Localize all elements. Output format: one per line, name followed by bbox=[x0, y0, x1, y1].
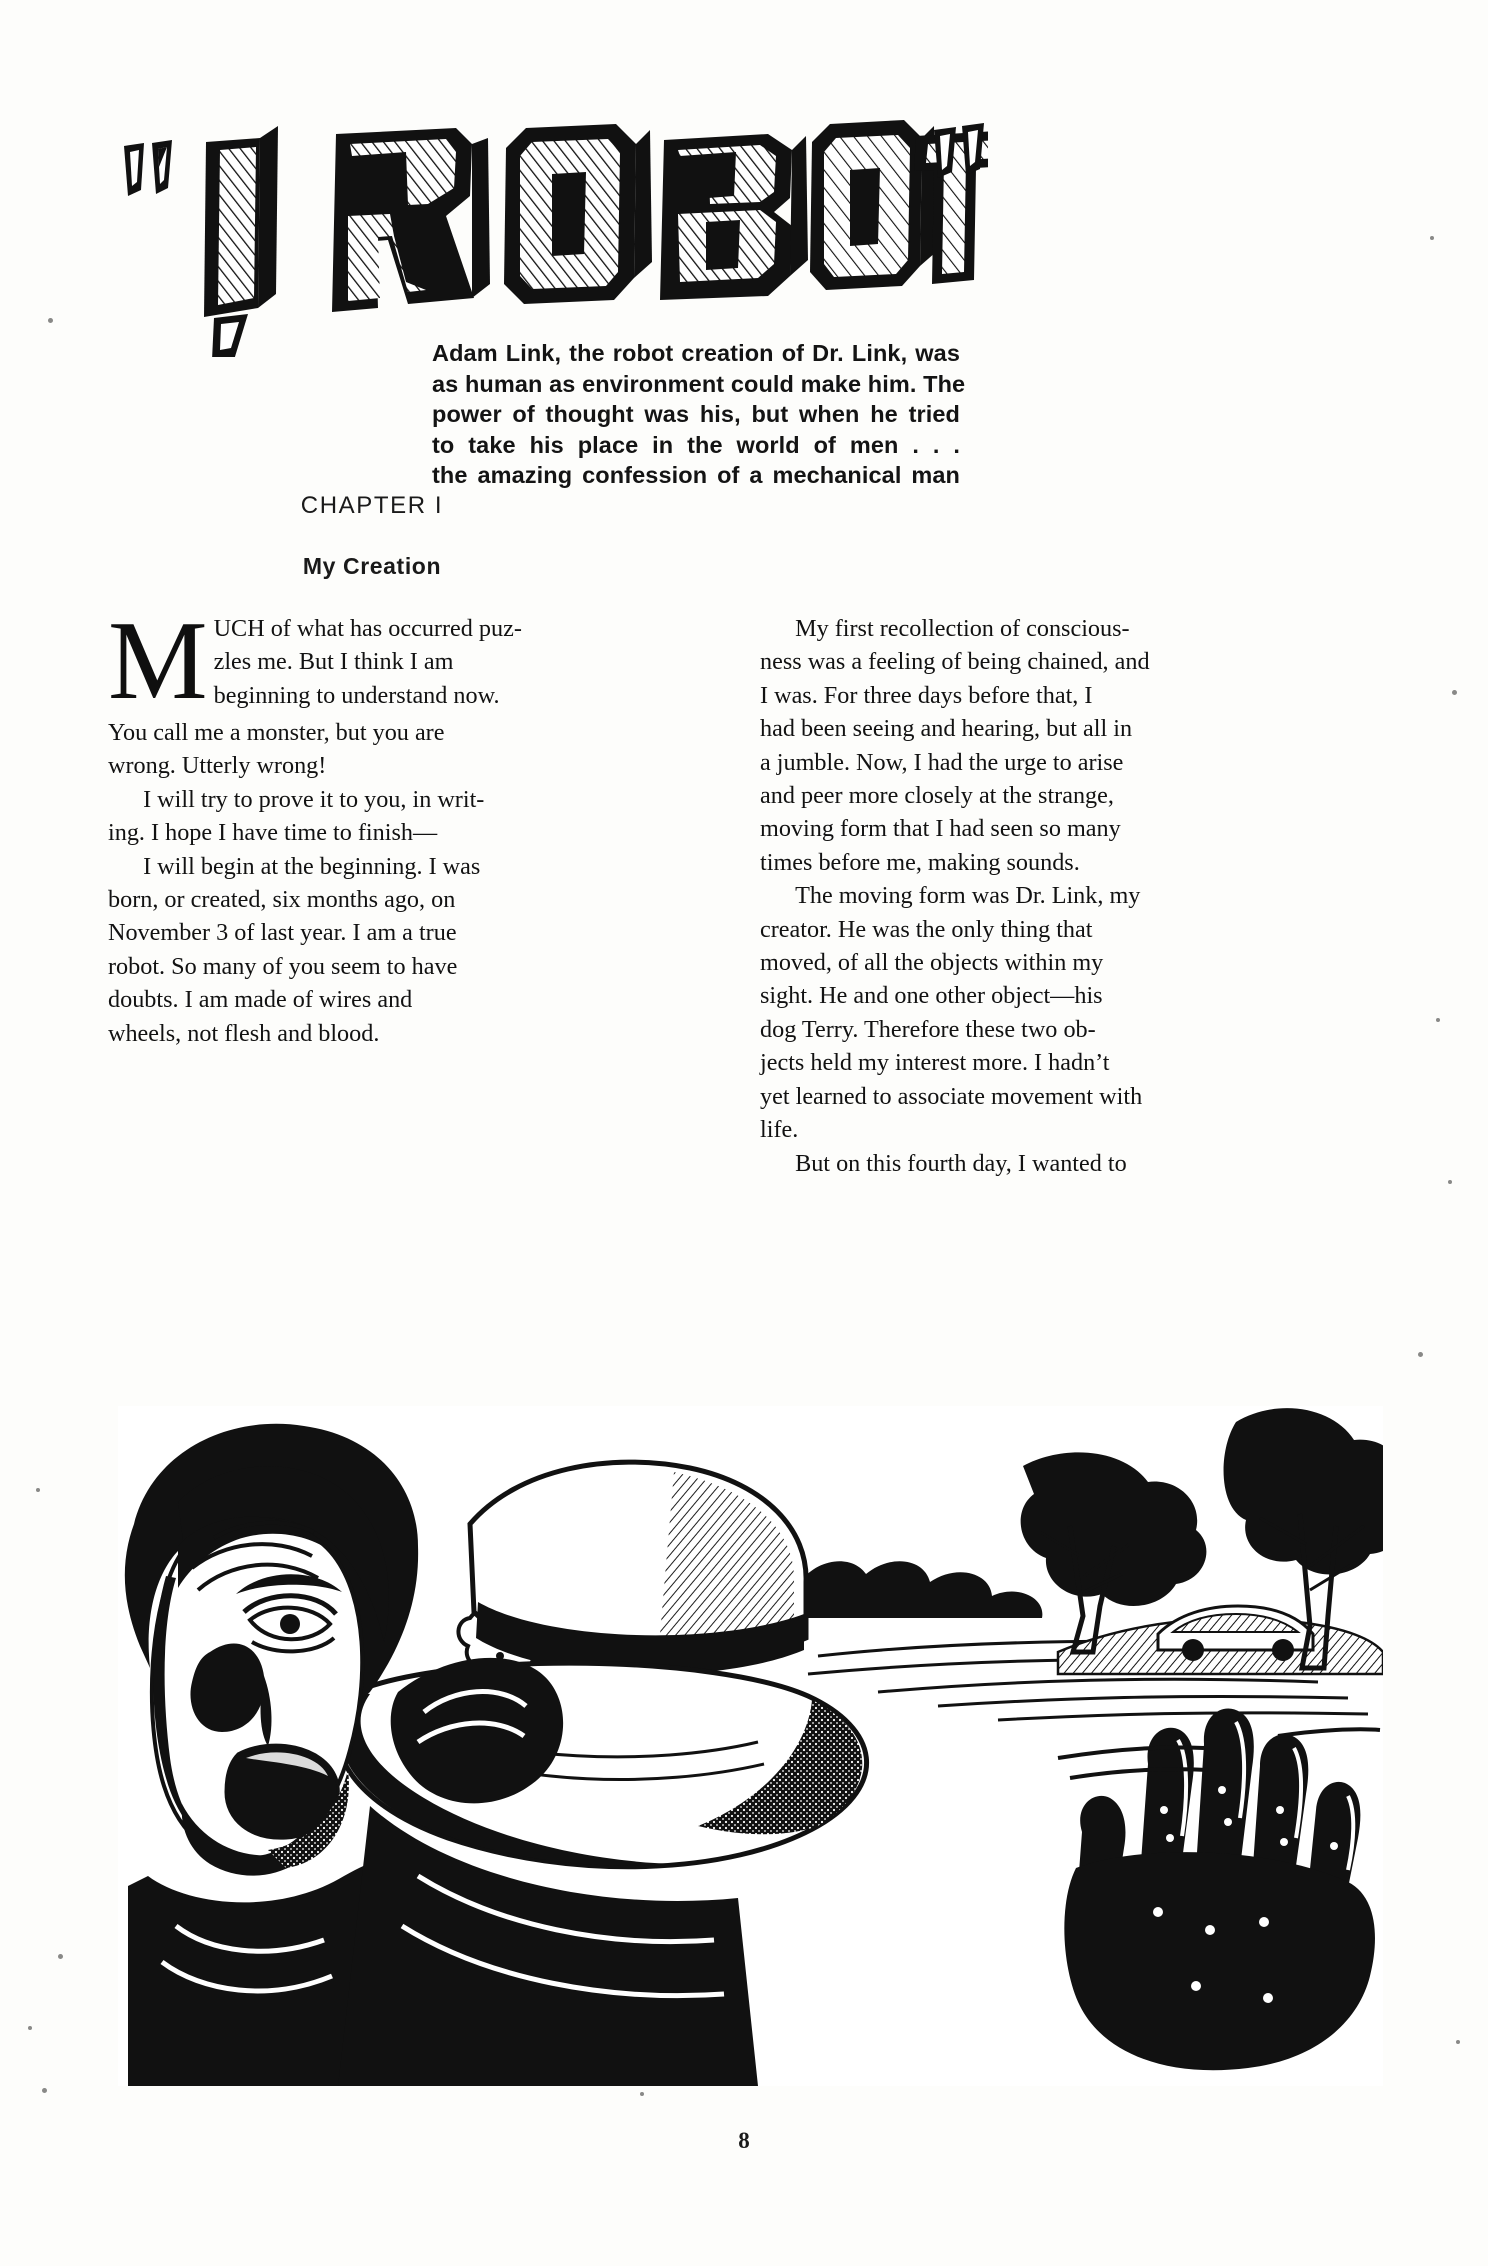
text-line: I will begin at the beginning. I was bbox=[143, 852, 481, 880]
title-open-quote-icon bbox=[124, 140, 172, 196]
text-line: You call me a monster, but you are bbox=[108, 719, 445, 746]
title-comma bbox=[212, 314, 248, 357]
paper-speck bbox=[42, 2088, 47, 2093]
blurb-line: as human as environment could make him. The bbox=[432, 370, 966, 397]
text-line: life. bbox=[760, 1116, 799, 1144]
text-line: dog Terry. Therefore these two ob- bbox=[760, 1015, 1096, 1043]
title-letter-R bbox=[332, 128, 490, 312]
story-title bbox=[108, 112, 988, 357]
text-line: My first recollection of conscious- bbox=[795, 615, 1130, 642]
page-number: 8 bbox=[738, 2128, 750, 2153]
text-line: born, or created, six months ago, on bbox=[108, 886, 456, 914]
paper-speck bbox=[1456, 2040, 1460, 2044]
blurb-line: to take his place in the world of men . . . bbox=[432, 431, 960, 458]
text-line: But on this fourth day, I wanted to bbox=[795, 1149, 1127, 1177]
paper-speck bbox=[36, 1488, 40, 1492]
text-line: UCH of what has occurred puz- bbox=[213, 615, 522, 642]
paper-speck bbox=[48, 318, 53, 323]
title-letter-B bbox=[660, 134, 808, 300]
title-letter-O-1 bbox=[504, 124, 652, 304]
text-line: yet learned to associate movement with bbox=[760, 1082, 1143, 1110]
text-line: moved, of all the objects within my bbox=[760, 949, 1104, 977]
paper-speck bbox=[1452, 690, 1457, 695]
paper-speck bbox=[1448, 1180, 1452, 1184]
story-illustration bbox=[118, 1406, 1383, 2086]
text-line: wrong. Utterly wrong! bbox=[108, 752, 327, 780]
paper-speck bbox=[1436, 1018, 1440, 1022]
title-artwork bbox=[108, 112, 988, 357]
text-line: I will try to prove it to you, in writ- bbox=[143, 785, 485, 813]
dropcap-paragraph bbox=[108, 599, 636, 723]
paper-speck bbox=[1418, 1352, 1423, 1357]
text-line: and peer more closely at the strange, bbox=[760, 782, 1114, 810]
paragraph bbox=[108, 850, 636, 1050]
text-line: had been seeing and hearing, but all in bbox=[760, 715, 1133, 743]
text-line: ing. I hope I have time to finish— bbox=[108, 819, 438, 847]
text-line: zles me. But I think I am bbox=[213, 648, 454, 676]
text-line: beginning to understand now. bbox=[213, 681, 500, 709]
blurb-line: Adam Link, the robot creation of Dr. Link, was bbox=[432, 340, 960, 366]
paragraph bbox=[108, 716, 636, 783]
paper-speck bbox=[640, 2092, 644, 2096]
text-line: ness was a feeling of being chained, and bbox=[760, 648, 1150, 676]
paper-speck bbox=[1430, 236, 1434, 240]
body-column-right bbox=[760, 612, 1288, 1180]
blurb-line: the amazing confession of a mechanical man bbox=[432, 462, 960, 488]
chapter-label: CHAPTER I bbox=[300, 492, 444, 519]
illustration-artwork bbox=[118, 1406, 1383, 2086]
text-line: doubts. I am made of wires and bbox=[108, 986, 413, 1014]
text-line: a jumble. Now, I had the urge to arise bbox=[760, 748, 1124, 776]
paper-speck bbox=[58, 1954, 63, 1959]
paragraph bbox=[760, 1147, 1288, 1180]
text-line: November 3 of last year. I am a true bbox=[108, 919, 457, 947]
text-line: sight. He and one other object—his bbox=[760, 982, 1103, 1010]
paragraph bbox=[108, 783, 636, 850]
chapter-subtitle: My Creation bbox=[302, 553, 442, 579]
text-line: robot. So many of you seem to have bbox=[108, 952, 458, 980]
text-line: wheels, not flesh and blood. bbox=[108, 1019, 380, 1047]
text-line: The moving form was Dr. Link, my bbox=[795, 882, 1141, 910]
paper-speck bbox=[28, 2026, 32, 2030]
text-line: jects held my interest more. I hadn’t bbox=[760, 1049, 1110, 1077]
paragraph bbox=[760, 612, 1288, 879]
story-blurb bbox=[432, 338, 966, 491]
title-letter-I bbox=[204, 126, 278, 317]
paragraph bbox=[760, 879, 1288, 1146]
text-line: I was. For three days before that, I bbox=[760, 681, 1093, 709]
dropcap-letter: M bbox=[108, 599, 208, 723]
text-line: moving form that I had seen so many bbox=[760, 815, 1121, 843]
body-column-left bbox=[108, 599, 636, 1050]
text-line: times before me, making sounds. bbox=[760, 848, 1080, 876]
text-line: creator. He was the only thing that bbox=[760, 915, 1093, 943]
blurb-line: power of thought was his, but when he tried bbox=[432, 401, 960, 427]
